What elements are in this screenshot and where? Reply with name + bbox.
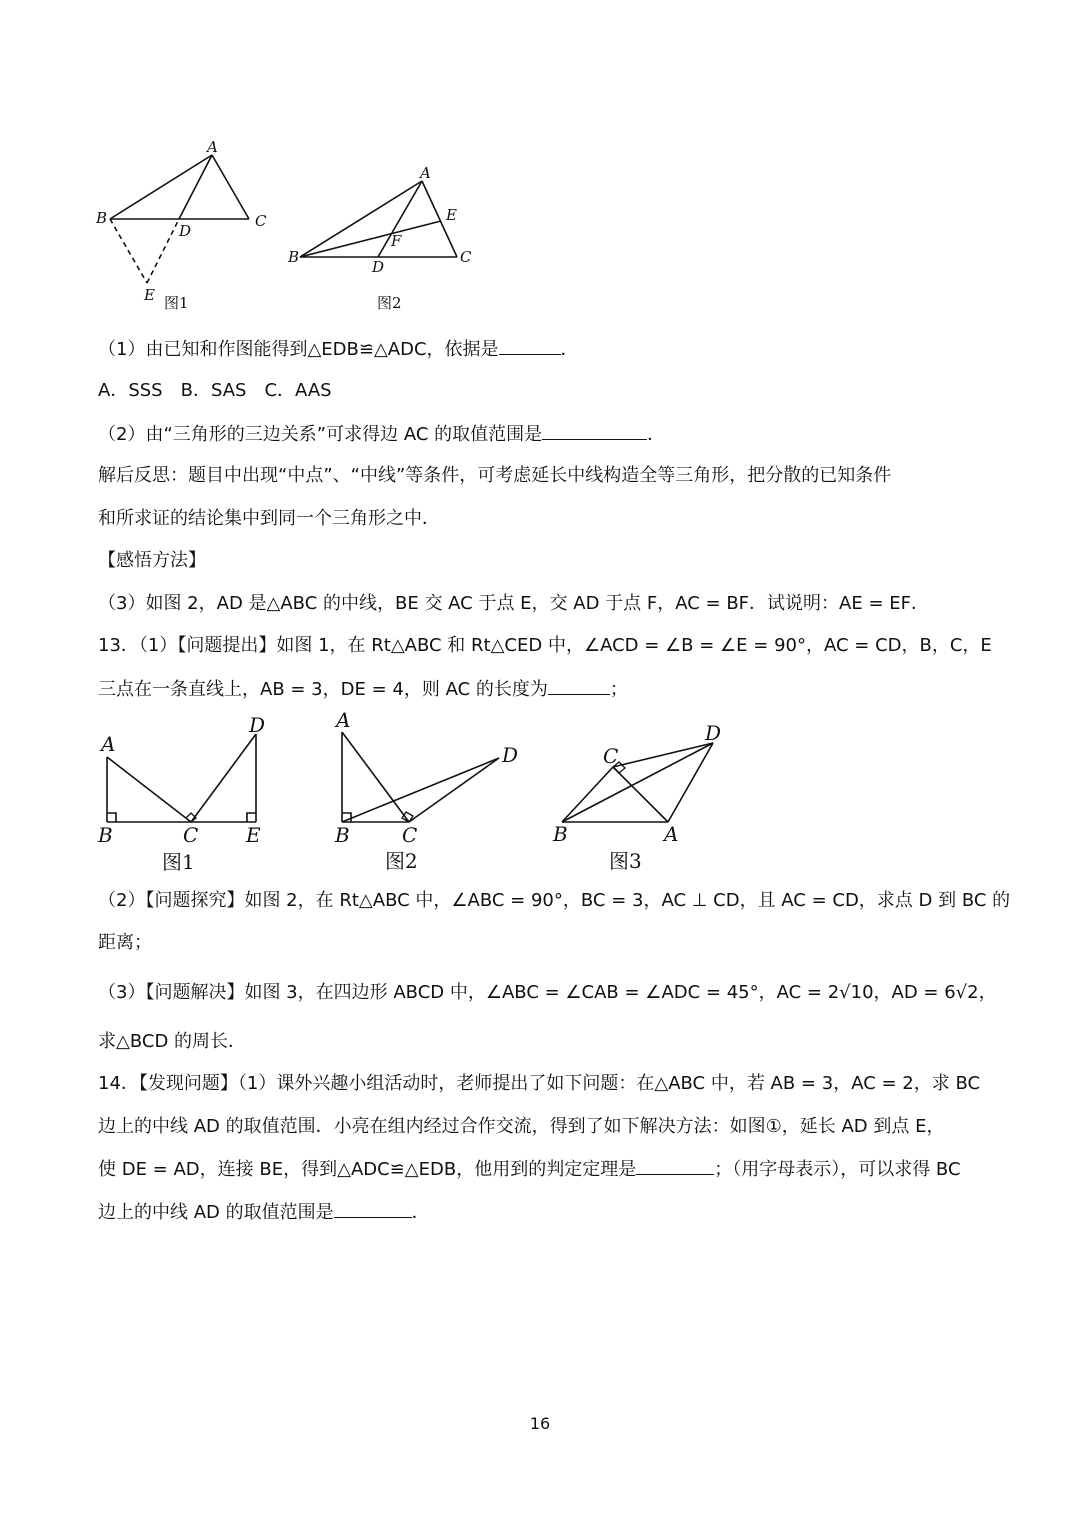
text-line-1: （1）由已知和作图能得到△EDB≌△ADC，依据是 ．: [98, 336, 579, 363]
label-c: C: [402, 823, 418, 847]
figure-mid-2: [325, 705, 530, 882]
figure-caption: 图2: [385, 849, 418, 873]
text-line-8: 13．（1）【问题提出】如图 1，在 Rt△ABC 和 Rt△CED 中，∠ACD = ∠B = ∠E = 90°，AC = CD，B，C，E: [98, 635, 992, 656]
figure-top-2: [280, 160, 480, 316]
label-c: C: [460, 248, 472, 266]
text-line-3: （2）由“三角形的三边关系”可求得边 AC 的取值范围是 ．: [98, 421, 665, 448]
label-e: E: [446, 206, 457, 224]
text-line-15: 边上的中线 AD 的取值范围．小亮在组内经过合作交流，得到了如下解决方法：如图①，延长 AD 到点 E，: [98, 1116, 945, 1137]
figure-caption: 图3: [609, 849, 642, 873]
label-b: B: [553, 822, 568, 846]
text-line-13: 求△BCD 的周长．: [98, 1031, 247, 1052]
figure-caption: 图1: [162, 850, 195, 874]
figure-caption: 图2: [377, 294, 402, 312]
label-b: B: [288, 248, 300, 266]
answer-blank: [499, 336, 561, 355]
label-a: A: [207, 138, 218, 156]
label-b: B: [335, 823, 350, 847]
label-c: C: [255, 212, 267, 230]
answer-blank: [548, 676, 610, 695]
answer-blank: [334, 1199, 412, 1218]
text-line-9: 三点在一条直线上，AB = 3，DE = 4，则 AC 的长度为 ；: [98, 676, 628, 703]
text-line-17: 边上的中线 AD 的取值范围是 ．: [98, 1199, 430, 1226]
text-line-6: 【感悟方法】: [98, 550, 206, 571]
label-a: A: [664, 822, 679, 846]
label-a: A: [420, 164, 431, 182]
label-c: C: [603, 744, 619, 768]
label-c: C: [183, 823, 199, 847]
figure-mid-3: [545, 720, 740, 882]
text-line-2: A．SSS B．SAS C．AAS: [98, 380, 332, 401]
label-d: D: [372, 258, 385, 276]
label-e: E: [246, 823, 261, 847]
label-d: D: [179, 222, 192, 240]
label-d: D: [249, 713, 266, 737]
text-line-16: 使 DE = AD，连接 BE，得到△ADC≌△EDB，他用到的判定定理是 ；（用字母表示），可以求得 BC: [98, 1156, 961, 1183]
label-d: D: [502, 743, 519, 767]
label-a: A: [336, 708, 351, 732]
label-a: A: [101, 732, 116, 756]
label-b: B: [96, 209, 108, 227]
text-line-14: 14．【发现问题】（1）课外兴趣小组活动时，老师提出了如下问题：在△ABC 中，若 AB = 3，AC = 2，求 BC: [98, 1073, 981, 1094]
label-e: E: [144, 286, 155, 304]
answer-blank: [636, 1156, 714, 1175]
figure-mid-1: [90, 712, 280, 882]
figure-caption: 图1: [164, 294, 189, 312]
label-b: B: [98, 823, 113, 847]
text-line-7: （3）如图 2，AD 是△ABC 的中线，BE 交 AC 于点 E，交 AD 于点 F，AC = BF．试说明：AE = EF．: [98, 593, 929, 614]
label-d: D: [705, 721, 722, 745]
figure-top-1: [90, 136, 280, 316]
text-line-10: （2）【问题探究】如图 2，在 Rt△ABC 中，∠ABC = 90°，BC = 3，AC ⊥ CD，且 AC = CD，求点 D 到 BC 的: [98, 890, 1011, 911]
text-line-12: （3）【问题解决】如图 3，在四边形 ABCD 中，∠ABC = ∠CAB = ∠ADC = 45°，AC = 2√10，AD = 6√2，: [98, 982, 997, 1003]
text-line-5: 和所求证的结论集中到同一个三角形之中．: [98, 508, 440, 529]
page-number: 16: [529, 1414, 551, 1433]
answer-blank: [542, 421, 647, 440]
text-line-4: 解后反思：题目中出现“中点”、“中线”等条件，可考虑延长中线构造全等三角形，把分散的已知条件: [98, 465, 892, 486]
label-f: F: [391, 232, 402, 250]
text-line-11: 距离；: [98, 932, 152, 953]
